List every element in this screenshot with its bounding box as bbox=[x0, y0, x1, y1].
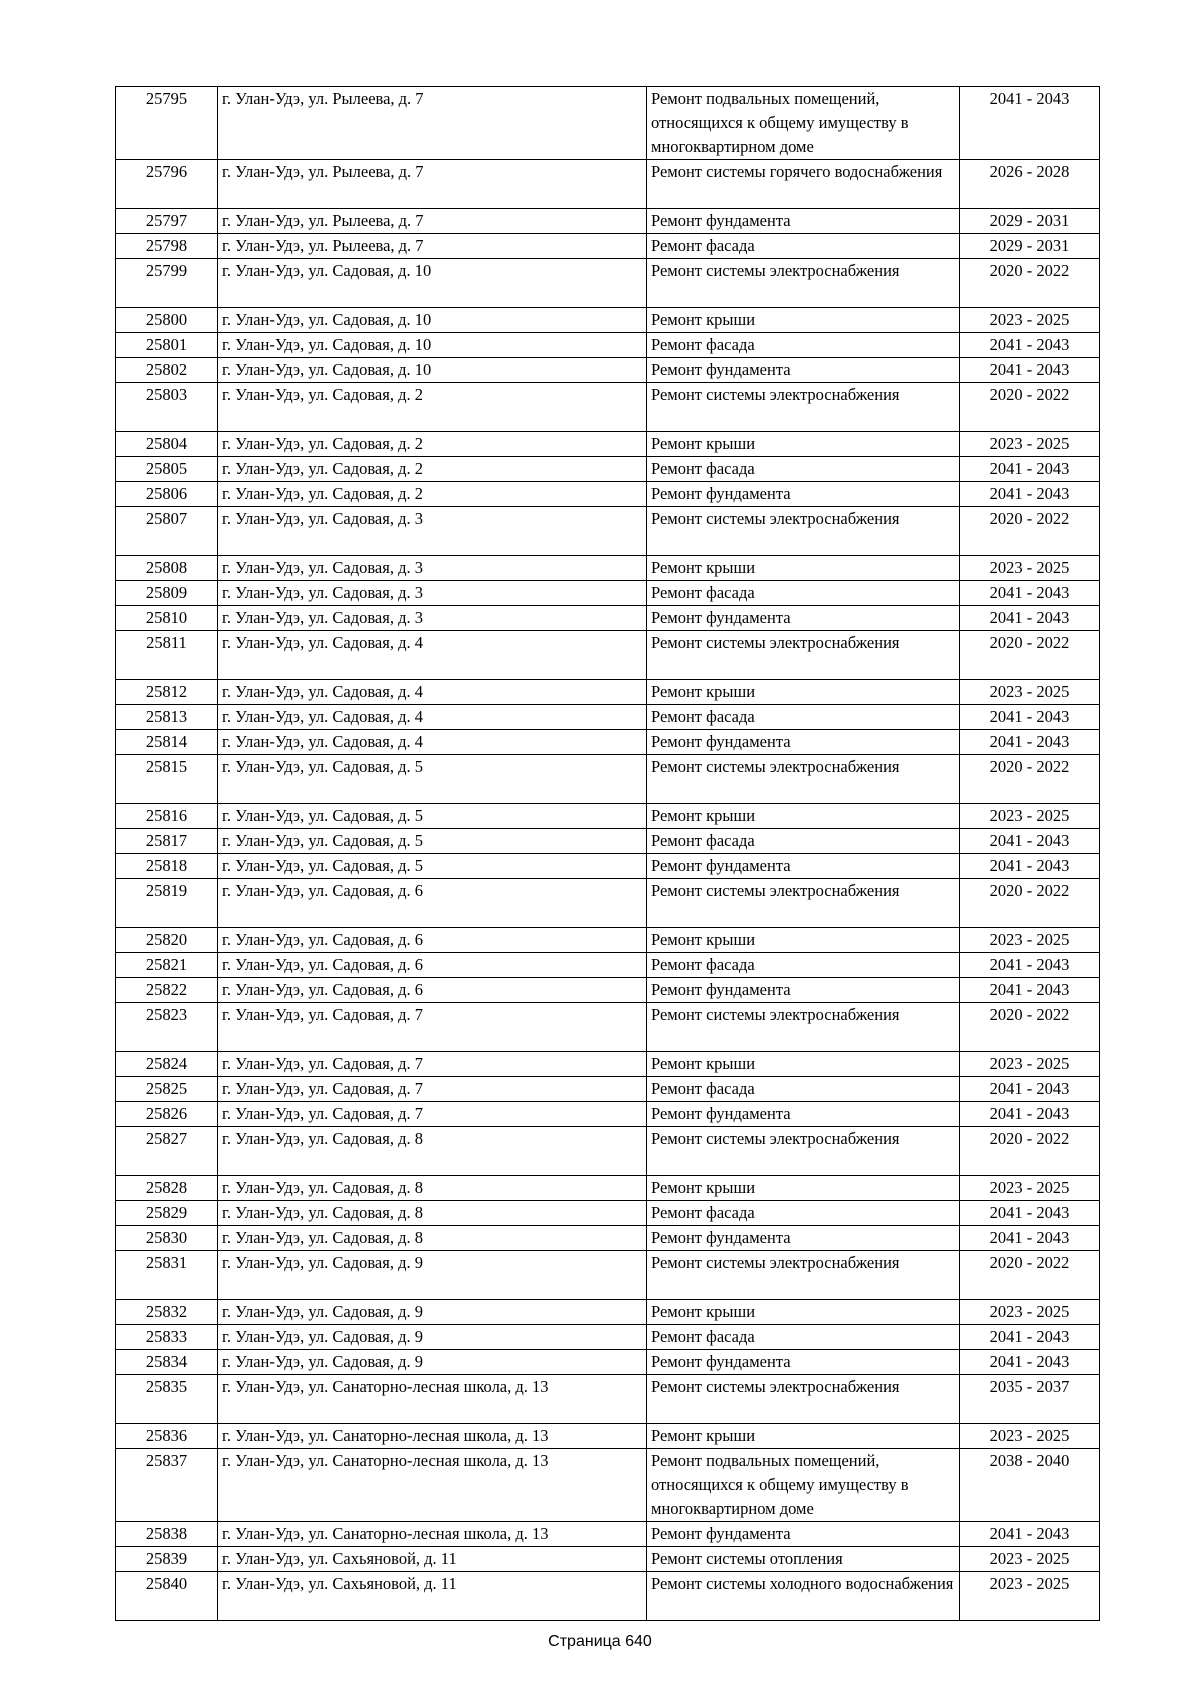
period-cell: 2041 - 2043 bbox=[960, 606, 1100, 631]
work-type-cell: Ремонт системы горячего водоснабжения bbox=[647, 160, 960, 209]
table-row bbox=[116, 209, 1100, 234]
work-type-cell: Ремонт системы электроснабжения bbox=[647, 1375, 960, 1424]
table-row bbox=[116, 308, 1100, 333]
row-number-cell: 25805 bbox=[116, 457, 218, 482]
period-cell: 2041 - 2043 bbox=[960, 1077, 1100, 1102]
work-type-cell: Ремонт крыши bbox=[647, 308, 960, 333]
row-number-cell: 25809 bbox=[116, 581, 218, 606]
period-cell: 2041 - 2043 bbox=[960, 333, 1100, 358]
address-cell: г. Улан-Удэ, ул. Садовая, д. 6 bbox=[218, 879, 647, 928]
row-number-cell: 25835 bbox=[116, 1375, 218, 1424]
period-cell: 2041 - 2043 bbox=[960, 1102, 1100, 1127]
address-cell: г. Улан-Удэ, ул. Садовая, д. 8 bbox=[218, 1127, 647, 1176]
period-cell: 2020 - 2022 bbox=[960, 755, 1100, 804]
period-cell: 2023 - 2025 bbox=[960, 1052, 1100, 1077]
address-cell: г. Улан-Удэ, ул. Садовая, д. 8 bbox=[218, 1176, 647, 1201]
row-number-cell: 25838 bbox=[116, 1522, 218, 1547]
address-cell: г. Улан-Удэ, ул. Сахьяновой, д. 11 bbox=[218, 1572, 647, 1621]
address-cell: г. Улан-Удэ, ул. Садовая, д. 7 bbox=[218, 1077, 647, 1102]
table-row bbox=[116, 705, 1100, 730]
period-cell: 2029 - 2031 bbox=[960, 209, 1100, 234]
address-cell: г. Улан-Удэ, ул. Садовая, д. 3 bbox=[218, 556, 647, 581]
address-cell: г. Улан-Удэ, ул. Рылеева, д. 7 bbox=[218, 234, 647, 259]
address-cell: г. Улан-Удэ, ул. Садовая, д. 7 bbox=[218, 1102, 647, 1127]
row-number-cell: 25820 bbox=[116, 928, 218, 953]
row-number-cell: 25831 bbox=[116, 1251, 218, 1300]
period-cell: 2023 - 2025 bbox=[960, 928, 1100, 953]
work-type-cell: Ремонт системы электроснабжения bbox=[647, 755, 960, 804]
row-number-cell: 25840 bbox=[116, 1572, 218, 1621]
row-number-cell: 25812 bbox=[116, 680, 218, 705]
address-cell: г. Улан-Удэ, ул. Садовая, д. 4 bbox=[218, 680, 647, 705]
period-cell: 2041 - 2043 bbox=[960, 87, 1100, 160]
row-number-cell: 25821 bbox=[116, 953, 218, 978]
address-cell: г. Улан-Удэ, ул. Садовая, д. 8 bbox=[218, 1201, 647, 1226]
work-type-cell: Ремонт крыши bbox=[647, 432, 960, 457]
table-row bbox=[116, 333, 1100, 358]
table-row bbox=[116, 1424, 1100, 1449]
table-row bbox=[116, 482, 1100, 507]
work-type-cell: Ремонт фасада bbox=[647, 1077, 960, 1102]
period-cell: 2020 - 2022 bbox=[960, 879, 1100, 928]
period-cell: 2041 - 2043 bbox=[960, 978, 1100, 1003]
work-type-cell: Ремонт системы электроснабжения bbox=[647, 383, 960, 432]
row-number-cell: 25795 bbox=[116, 87, 218, 160]
work-type-cell: Ремонт фасада bbox=[647, 234, 960, 259]
row-number-cell: 25830 bbox=[116, 1226, 218, 1251]
period-cell: 2041 - 2043 bbox=[960, 730, 1100, 755]
row-number-cell: 25814 bbox=[116, 730, 218, 755]
period-cell: 2041 - 2043 bbox=[960, 581, 1100, 606]
row-number-cell: 25811 bbox=[116, 631, 218, 680]
period-cell: 2020 - 2022 bbox=[960, 259, 1100, 308]
address-cell: г. Улан-Удэ, ул. Садовая, д. 3 bbox=[218, 581, 647, 606]
table-row bbox=[116, 1102, 1100, 1127]
table-row bbox=[116, 160, 1100, 209]
work-type-cell: Ремонт системы электроснабжения bbox=[647, 507, 960, 556]
period-cell: 2035 - 2037 bbox=[960, 1375, 1100, 1424]
row-number-cell: 25834 bbox=[116, 1350, 218, 1375]
table-row bbox=[116, 978, 1100, 1003]
address-cell: г. Улан-Удэ, ул. Рылеева, д. 7 bbox=[218, 87, 647, 160]
work-type-cell: Ремонт крыши bbox=[647, 1052, 960, 1077]
table-row bbox=[116, 928, 1100, 953]
table-row bbox=[116, 1226, 1100, 1251]
address-cell: г. Улан-Удэ, ул. Садовая, д. 5 bbox=[218, 829, 647, 854]
work-type-cell: Ремонт крыши bbox=[647, 804, 960, 829]
address-cell: г. Улан-Удэ, ул. Садовая, д. 6 bbox=[218, 928, 647, 953]
address-cell: г. Улан-Удэ, ул. Садовая, д. 7 bbox=[218, 1003, 647, 1052]
period-cell: 2023 - 2025 bbox=[960, 308, 1100, 333]
address-cell: г. Улан-Удэ, ул. Садовая, д. 7 bbox=[218, 1052, 647, 1077]
row-number-cell: 25816 bbox=[116, 804, 218, 829]
row-number-cell: 25818 bbox=[116, 854, 218, 879]
period-cell: 2023 - 2025 bbox=[960, 1424, 1100, 1449]
address-cell: г. Улан-Удэ, ул. Рылеева, д. 7 bbox=[218, 209, 647, 234]
period-cell: 2020 - 2022 bbox=[960, 631, 1100, 680]
table-row bbox=[116, 259, 1100, 308]
work-type-cell: Ремонт фундамента bbox=[647, 1226, 960, 1251]
address-cell: г. Улан-Удэ, ул. Садовая, д. 9 bbox=[218, 1350, 647, 1375]
row-number-cell: 25807 bbox=[116, 507, 218, 556]
table-row bbox=[116, 1077, 1100, 1102]
table-row bbox=[116, 755, 1100, 804]
period-cell: 2023 - 2025 bbox=[960, 1300, 1100, 1325]
address-cell: г. Улан-Удэ, ул. Садовая, д. 4 bbox=[218, 730, 647, 755]
address-cell: г. Улан-Удэ, ул. Садовая, д. 10 bbox=[218, 259, 647, 308]
work-type-cell: Ремонт фундамента bbox=[647, 1522, 960, 1547]
row-number-cell: 25828 bbox=[116, 1176, 218, 1201]
period-cell: 2041 - 2043 bbox=[960, 1201, 1100, 1226]
row-number-cell: 25813 bbox=[116, 705, 218, 730]
table-row bbox=[116, 1251, 1100, 1300]
table-row bbox=[116, 1449, 1100, 1522]
address-cell: г. Улан-Удэ, ул. Садовая, д. 6 bbox=[218, 953, 647, 978]
table-row bbox=[116, 457, 1100, 482]
table-row bbox=[116, 1052, 1100, 1077]
row-number-cell: 25798 bbox=[116, 234, 218, 259]
address-cell: г. Улан-Удэ, ул. Садовая, д. 9 bbox=[218, 1325, 647, 1350]
row-number-cell: 25829 bbox=[116, 1201, 218, 1226]
row-number-cell: 25833 bbox=[116, 1325, 218, 1350]
address-cell: г. Улан-Удэ, ул. Садовая, д. 3 bbox=[218, 507, 647, 556]
address-cell: г. Улан-Удэ, ул. Сахьяновой, д. 11 bbox=[218, 1547, 647, 1572]
table-row bbox=[116, 829, 1100, 854]
row-number-cell: 25803 bbox=[116, 383, 218, 432]
work-type-cell: Ремонт системы электроснабжения bbox=[647, 879, 960, 928]
period-cell: 2020 - 2022 bbox=[960, 1127, 1100, 1176]
work-type-cell: Ремонт фундамента bbox=[647, 854, 960, 879]
work-type-cell: Ремонт фундамента bbox=[647, 482, 960, 507]
address-cell: г. Улан-Удэ, ул. Садовая, д. 5 bbox=[218, 854, 647, 879]
work-type-cell: Ремонт крыши bbox=[647, 680, 960, 705]
work-type-cell: Ремонт крыши bbox=[647, 1424, 960, 1449]
row-number-cell: 25799 bbox=[116, 259, 218, 308]
period-cell: 2023 - 2025 bbox=[960, 432, 1100, 457]
address-cell: г. Улан-Удэ, ул. Садовая, д. 2 bbox=[218, 482, 647, 507]
row-number-cell: 25839 bbox=[116, 1547, 218, 1572]
work-type-cell: Ремонт системы электроснабжения bbox=[647, 631, 960, 680]
table-row bbox=[116, 606, 1100, 631]
period-cell: 2041 - 2043 bbox=[960, 457, 1100, 482]
period-cell: 2023 - 2025 bbox=[960, 1572, 1100, 1621]
table-row bbox=[116, 383, 1100, 432]
address-cell: г. Улан-Удэ, ул. Санаторно-лесная школа, д. 13 bbox=[218, 1449, 647, 1522]
address-cell: г. Улан-Удэ, ул. Садовая, д. 6 bbox=[218, 978, 647, 1003]
period-cell: 2023 - 2025 bbox=[960, 1176, 1100, 1201]
work-type-cell: Ремонт фундамента bbox=[647, 209, 960, 234]
period-cell: 2023 - 2025 bbox=[960, 680, 1100, 705]
table-row bbox=[116, 1325, 1100, 1350]
period-cell: 2041 - 2043 bbox=[960, 705, 1100, 730]
address-cell: г. Улан-Удэ, ул. Садовая, д. 4 bbox=[218, 631, 647, 680]
period-cell: 2041 - 2043 bbox=[960, 1350, 1100, 1375]
row-number-cell: 25836 bbox=[116, 1424, 218, 1449]
table-row bbox=[116, 730, 1100, 755]
work-type-cell: Ремонт фундамента bbox=[647, 1350, 960, 1375]
period-cell: 2041 - 2043 bbox=[960, 1325, 1100, 1350]
row-number-cell: 25819 bbox=[116, 879, 218, 928]
table-row bbox=[116, 234, 1100, 259]
address-cell: г. Улан-Удэ, ул. Санаторно-лесная школа, д. 13 bbox=[218, 1522, 647, 1547]
table-row bbox=[116, 432, 1100, 457]
period-cell: 2026 - 2028 bbox=[960, 160, 1100, 209]
table-row bbox=[116, 1300, 1100, 1325]
period-cell: 2041 - 2043 bbox=[960, 482, 1100, 507]
period-cell: 2023 - 2025 bbox=[960, 556, 1100, 581]
table-row bbox=[116, 1522, 1100, 1547]
table-row bbox=[116, 1127, 1100, 1176]
address-cell: г. Улан-Удэ, ул. Садовая, д. 5 bbox=[218, 755, 647, 804]
row-number-cell: 25804 bbox=[116, 432, 218, 457]
table-row bbox=[116, 804, 1100, 829]
period-cell: 2029 - 2031 bbox=[960, 234, 1100, 259]
work-type-cell: Ремонт фасада bbox=[647, 581, 960, 606]
work-type-cell: Ремонт подвальных помещений, относящихся к общему имуществу в многоквартирном доме bbox=[647, 1449, 960, 1522]
period-cell: 2038 - 2040 bbox=[960, 1449, 1100, 1522]
period-cell: 2023 - 2025 bbox=[960, 804, 1100, 829]
address-cell: г. Улан-Удэ, ул. Садовая, д. 10 bbox=[218, 333, 647, 358]
work-type-cell: Ремонт системы электроснабжения bbox=[647, 1127, 960, 1176]
row-number-cell: 25796 bbox=[116, 160, 218, 209]
period-cell: 2023 - 2025 bbox=[960, 1547, 1100, 1572]
address-cell: г. Улан-Удэ, ул. Садовая, д. 2 bbox=[218, 432, 647, 457]
work-type-cell: Ремонт фундамента bbox=[647, 606, 960, 631]
work-type-cell: Ремонт системы электроснабжения bbox=[647, 259, 960, 308]
address-cell: г. Улан-Удэ, ул. Санаторно-лесная школа, д. 13 bbox=[218, 1424, 647, 1449]
address-cell: г. Улан-Удэ, ул. Садовая, д. 10 bbox=[218, 308, 647, 333]
row-number-cell: 25800 bbox=[116, 308, 218, 333]
work-type-cell: Ремонт фасада bbox=[647, 457, 960, 482]
work-type-cell: Ремонт фасада bbox=[647, 1201, 960, 1226]
table-row bbox=[116, 1375, 1100, 1424]
table-row bbox=[116, 1176, 1100, 1201]
period-cell: 2041 - 2043 bbox=[960, 1226, 1100, 1251]
table-row bbox=[116, 1572, 1100, 1621]
work-type-cell: Ремонт фасада bbox=[647, 829, 960, 854]
row-number-cell: 25832 bbox=[116, 1300, 218, 1325]
work-type-cell: Ремонт крыши bbox=[647, 1300, 960, 1325]
row-number-cell: 25823 bbox=[116, 1003, 218, 1052]
period-cell: 2020 - 2022 bbox=[960, 1003, 1100, 1052]
row-number-cell: 25808 bbox=[116, 556, 218, 581]
table-row bbox=[116, 953, 1100, 978]
address-cell: г. Улан-Удэ, ул. Садовая, д. 8 bbox=[218, 1226, 647, 1251]
row-number-cell: 25810 bbox=[116, 606, 218, 631]
table-row bbox=[116, 854, 1100, 879]
row-number-cell: 25826 bbox=[116, 1102, 218, 1127]
table-row bbox=[116, 1350, 1100, 1375]
table-row bbox=[116, 631, 1100, 680]
work-type-cell: Ремонт фундамента bbox=[647, 358, 960, 383]
work-type-cell: Ремонт системы электроснабжения bbox=[647, 1003, 960, 1052]
table-row bbox=[116, 581, 1100, 606]
address-cell: г. Улан-Удэ, ул. Садовая, д. 9 bbox=[218, 1251, 647, 1300]
period-cell: 2041 - 2043 bbox=[960, 1522, 1100, 1547]
period-cell: 2020 - 2022 bbox=[960, 1251, 1100, 1300]
row-number-cell: 25825 bbox=[116, 1077, 218, 1102]
table-row bbox=[116, 87, 1100, 160]
row-number-cell: 25822 bbox=[116, 978, 218, 1003]
address-cell: г. Улан-Удэ, ул. Садовая, д. 2 bbox=[218, 457, 647, 482]
work-type-cell: Ремонт крыши bbox=[647, 556, 960, 581]
table-row bbox=[116, 680, 1100, 705]
work-type-cell: Ремонт фундамента bbox=[647, 978, 960, 1003]
page-number: Страница 640 bbox=[548, 1633, 652, 1650]
table-row bbox=[116, 358, 1100, 383]
row-number-cell: 25797 bbox=[116, 209, 218, 234]
works-table-body bbox=[116, 87, 1100, 1621]
row-number-cell: 25806 bbox=[116, 482, 218, 507]
work-type-cell: Ремонт системы электроснабжения bbox=[647, 1251, 960, 1300]
table-row bbox=[116, 879, 1100, 928]
work-type-cell: Ремонт подвальных помещений, относящихся к общему имуществу в многоквартирном доме bbox=[647, 87, 960, 160]
row-number-cell: 25802 bbox=[116, 358, 218, 383]
row-number-cell: 25817 bbox=[116, 829, 218, 854]
period-cell: 2020 - 2022 bbox=[960, 507, 1100, 556]
period-cell: 2020 - 2022 bbox=[960, 383, 1100, 432]
work-type-cell: Ремонт крыши bbox=[647, 1176, 960, 1201]
table-row bbox=[116, 556, 1100, 581]
work-type-cell: Ремонт фундамента bbox=[647, 1102, 960, 1127]
works-table bbox=[115, 86, 1100, 1621]
work-type-cell: Ремонт системы отопления bbox=[647, 1547, 960, 1572]
address-cell: г. Улан-Удэ, ул. Садовая, д. 5 bbox=[218, 804, 647, 829]
row-number-cell: 25824 bbox=[116, 1052, 218, 1077]
row-number-cell: 25827 bbox=[116, 1127, 218, 1176]
work-type-cell: Ремонт фасада bbox=[647, 1325, 960, 1350]
period-cell: 2041 - 2043 bbox=[960, 358, 1100, 383]
work-type-cell: Ремонт фасада bbox=[647, 953, 960, 978]
address-cell: г. Улан-Удэ, ул. Санаторно-лесная школа, д. 13 bbox=[218, 1375, 647, 1424]
work-type-cell: Ремонт фасада bbox=[647, 333, 960, 358]
row-number-cell: 25815 bbox=[116, 755, 218, 804]
address-cell: г. Улан-Удэ, ул. Садовая, д. 2 bbox=[218, 383, 647, 432]
row-number-cell: 25801 bbox=[116, 333, 218, 358]
address-cell: г. Улан-Удэ, ул. Садовая, д. 4 bbox=[218, 705, 647, 730]
table-row bbox=[116, 1003, 1100, 1052]
work-type-cell: Ремонт системы холодного водоснабжения bbox=[647, 1572, 960, 1621]
address-cell: г. Улан-Удэ, ул. Рылеева, д. 7 bbox=[218, 160, 647, 209]
period-cell: 2041 - 2043 bbox=[960, 829, 1100, 854]
address-cell: г. Улан-Удэ, ул. Садовая, д. 9 bbox=[218, 1300, 647, 1325]
address-cell: г. Улан-Удэ, ул. Садовая, д. 10 bbox=[218, 358, 647, 383]
row-number-cell: 25837 bbox=[116, 1449, 218, 1522]
period-cell: 2041 - 2043 bbox=[960, 953, 1100, 978]
table-row bbox=[116, 507, 1100, 556]
work-type-cell: Ремонт крыши bbox=[647, 928, 960, 953]
table-row bbox=[116, 1547, 1100, 1572]
period-cell: 2041 - 2043 bbox=[960, 854, 1100, 879]
address-cell: г. Улан-Удэ, ул. Садовая, д. 3 bbox=[218, 606, 647, 631]
work-type-cell: Ремонт фундамента bbox=[647, 730, 960, 755]
work-type-cell: Ремонт фасада bbox=[647, 705, 960, 730]
table-row bbox=[116, 1201, 1100, 1226]
